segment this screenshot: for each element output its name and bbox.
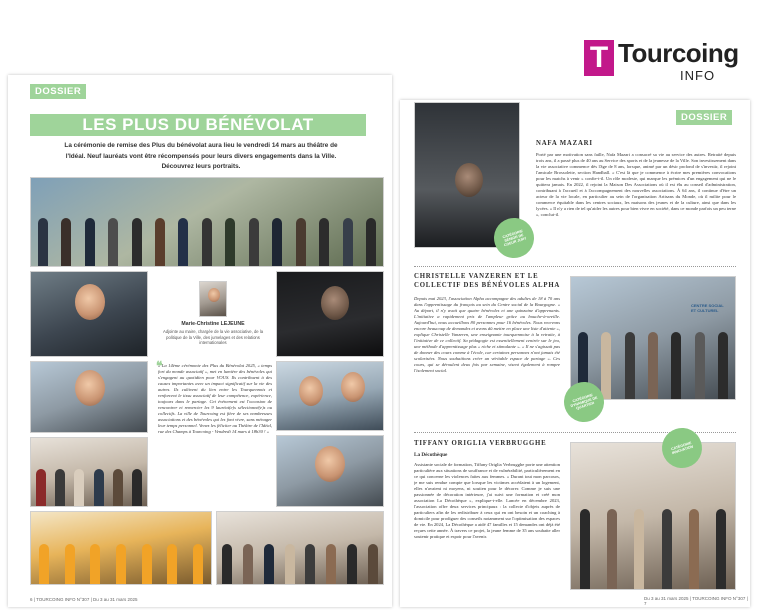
- right-page-footer: Du 3 au 31 mars 2025 | TOURCOING INFO N°307 | 7: [644, 596, 748, 606]
- dossier-tag-right: DOSSIER: [676, 110, 732, 125]
- alpha-collective-photo: [570, 276, 736, 400]
- quote-mark-icon: ❝: [156, 359, 163, 373]
- official-role: Adjointe au maire, chargée de la vie associative, de la politique de la Ville, des jumelages et des relations internationales: [162, 329, 264, 346]
- person1-text: Porté par une motivation sans faille, Nafa Mazari a consacré sa vie au service des autres. Retraité depuis trois ans, il a passé plus de 40 ans au Service des sports et de la jeunesse de la Ville. Son investissement dans la vie associative commence dès l'âge de 8 ans, lorsque, animé par un désir profond de s'investir, il rejoint l'amicale Brossolette, section Handball. « C'est là que je commence à écrire mes premières convocations pour les matchs à venir » confie-t-il. Un rôle modeste, qui marque les prémices d'un engagement qui ne le quittera jamais. En 2022, il rejoint la Maison Des Associations où il est élu au conseil d'administration, contribuant à l'accueil et à l'accompagnement des nouvelles associations. À 64 ans, il continue d'être un acteur de la vie locale, en particulier au sein de l'organisation Artisans du Monde, où il milite pour le commerce équitable dans les centres sociaux, les maisons des jeunes et de la culture, ainsi que dans les lycées. « Il n'y a rien de tel qu'aider les autres pour bien vivre en société, dans ce monde parfois un peu terne », conclut-il.: [536, 152, 736, 217]
- tourcoing-info-logo: [584, 36, 750, 86]
- divider-1: [414, 266, 736, 267]
- group-photo-laureates: [30, 177, 384, 267]
- person1-name: NAFA MAZARI: [536, 140, 593, 147]
- logo-mark: T: [584, 40, 614, 76]
- portrait-photo-4: [276, 361, 384, 431]
- group-photo-2: [30, 437, 148, 507]
- group-photo-3: [30, 511, 212, 585]
- badge-innovation: CATÉGORIE INNOVATION: [657, 423, 707, 473]
- photo-sign: CENTRE SOCIAL ET CULTUREL: [691, 303, 724, 313]
- logo-brand: Tourcoing: [618, 38, 739, 68]
- official-portrait: [199, 281, 227, 317]
- page-headline: LES PLUS DU BÉNÉVOLAT: [82, 115, 314, 134]
- badge-senior: CATÉGORIE SÉNIOR DE COEUR JURY: [489, 213, 539, 263]
- right-page: [400, 100, 750, 607]
- person2-text: Depuis mai 2023, l'association Alpha accompagne des adultes de 18 à 70 ans dans l'apprentissage du français au sein du Centre social de la Bourgogne. « Au départ, il n'y avait que quatre bénévoles et une quinzaine d'apprenants. L'initiative a rapidement pris de l'ampleur grâce au bouche-à-oreille. Aujourd'hui, nous accueillons 80 personnes pour 16 bénévoles. Nous recevons encore beaucoup de demandes et avons dû mettre en place une liste d'attente », explique Christelle Vanzeren, une enseignante tourquennoise à la retraite, à l'initiative de ce collectif. Sa pédagogie est essentiellement centrée sur le jeu, une méthode d'apprentissage plus « riche et stimulante ». « Il ne s'agissait pas de donner des cours comme à l'école, car certaines personnes n'ont jamais été scolarisées. Nous souhaitions créer un véritable espace de partage ». Ces cours, qui se déroulent deux fois par semaine, visent également à rompre l'isolement social.: [414, 296, 560, 373]
- left-page: [8, 75, 392, 607]
- portrait-photo-2: [30, 361, 148, 433]
- person2-name: CHRISTELLE VANZEREN ET LE COLLECTIF DES BÉNÉVOLES ALPHA: [414, 273, 561, 289]
- person3-text: Assistante sociale de formation, Tiffany Origlia Verbrugghe porte une attention particulière aux situations de souffrance et de vulnérabilité, particulièrement en ce qui concerne les violences faites aux femmes. « Durant tout mon parcours, je me suis rendue compte que lorsque les victimes accédaient à un logement, elles n'avaient ni moyens, ni soutien pour le décorer. Comme je suis une passionnée de décoration intérieure, j'ai suivi une formation et créé mon association La Décothèque », explique-t-elle. Lancée en décembre 2023, l'association offre deux services principaux : la collecte d'objets auprès de particuliers afin de les redistribuer à ceux qui en ont besoin et un coaching à domicile pour prodiguer des conseils notamment sur l'optimisation des espaces de vie. En 2024, La Décothèque a aidé 47 familles et 15 demandes ont déjà été reçues cette année. À travers ce projet, la jeune femme de 35 ans souhaite aller soutenir pratique et espoir pour l'avenir.: [414, 462, 560, 539]
- official-quote: « La 14ème cérémonie des Plus du Bénévolat 2025, « temps fort du monde associatif », met en lumière des bénévoles qui s'engagent au quotidien pour VOUS. Ils contribuent à des causes importantes avec un impact significatif sur la vie des autres. Ils cultivent du lien entre les Tourquennois et renforcent le tissu associatif de leur compétence, expérience, toujours dans le partage. Cet événement est l'occasion de rencontrer et remercier les 9 lauréat(e)s sélectionné(e)s ou collectifs. La ville de Tourcoing est fière de ses nombreuses associations et des bénévoles qui les font vivre, sans ménager leur temps personnel. Venez les féliciter au Théâtre de l'Idéal, rue des Champs à Tourcoing - Vendredi 14 mars à 18h30 ! »: [158, 363, 272, 434]
- person3-subtitle: La Décothèque: [414, 452, 448, 458]
- group-photo-4: [216, 511, 384, 585]
- person3-name: TIFFANY ORIGLIA VERBRUGGHE: [414, 440, 547, 447]
- logo-sub: INFO: [680, 68, 716, 83]
- intro-text: La cérémonie de remise des Plus du bénévolat aura lieu le vendredi 14 mars au théâtre de l'Idéal. Neuf lauréats vont être récompensés pour leurs divers engagements dans la Ville. Découvrez leurs portraits.: [64, 142, 338, 170]
- official-name: Marie-Christine LEJEUNE: [181, 321, 245, 327]
- dossier-tag: DOSSIER: [30, 84, 86, 99]
- portrait-photo-3: [276, 271, 384, 357]
- decotheque-photo: [570, 442, 736, 590]
- portrait-photo-1: [30, 271, 148, 357]
- badge-dynamique: CATÉGORIE DYNAMIQUE DE QUARTIER: [559, 377, 609, 427]
- left-page-footer: 6 | TOURCOING INFO N°307 | Du 3 au 31 mars 2025: [30, 597, 138, 602]
- portrait-photo-5: [276, 435, 384, 507]
